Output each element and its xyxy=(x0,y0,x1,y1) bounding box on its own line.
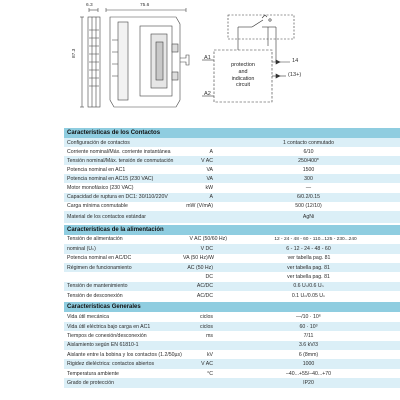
spec-label: Aislamiento según EN 61810-1 xyxy=(67,342,139,349)
spec-value: 1500 xyxy=(302,166,315,173)
spec-label: Motor monofásico (230 VAC) xyxy=(67,185,134,192)
spec-label: Grado de protección xyxy=(67,379,115,386)
spec-value: — xyxy=(305,185,312,192)
spec-value: 0.6 Uₙ/0.6 Uₙ xyxy=(293,283,324,290)
spec-unit: VA xyxy=(206,175,213,182)
spec-value: 7/11 xyxy=(303,332,314,339)
spec-value: 6 - 12 - 24 - 48 - 60 xyxy=(286,245,331,252)
spec-row xyxy=(64,331,400,340)
spec-row xyxy=(64,359,400,368)
spec-row xyxy=(64,156,400,165)
terminal-14: 14 xyxy=(292,58,299,64)
spec-unit: VA (50 Hz)/W xyxy=(183,255,215,262)
spec-label: Vida útil mecánica xyxy=(67,314,110,321)
spec-unit: kW xyxy=(205,185,213,192)
spec-unit: AC (50 Hz) xyxy=(187,264,213,271)
spec-label: Rigidez dieléctrica: contactos abiertos xyxy=(67,361,155,368)
terminal-13: (13+) xyxy=(288,72,302,78)
spec-label: Vida útil eléctrica bajo carga en AC1 xyxy=(67,323,151,330)
spec-label: Configuración de contactos xyxy=(67,139,130,146)
spec-row xyxy=(64,291,400,300)
spec-label: Potencia nominal en AC1 xyxy=(67,166,126,173)
spec-unit: V AC xyxy=(201,157,213,164)
spec-value: –40...+55/–40...+70 xyxy=(286,370,331,377)
spec-unit: mW (V/mA) xyxy=(186,203,213,210)
spec-unit: ms xyxy=(206,332,213,339)
spec-unit: V DC xyxy=(200,245,213,252)
spec-unit: VA xyxy=(206,166,213,173)
spec-unit: ciclos xyxy=(200,323,213,330)
spec-value: 6/0.2/0.15 xyxy=(296,194,321,201)
spec-value: 300 xyxy=(304,175,313,182)
spec-unit: DC xyxy=(205,274,213,280)
spec-row xyxy=(64,378,400,387)
dim-length-label: 75.6 xyxy=(140,3,150,8)
drawings-area xyxy=(0,0,400,126)
spec-unit: V AC xyxy=(201,361,213,368)
spec-row xyxy=(64,312,400,321)
spec-label: Material de los contactos estándar xyxy=(67,213,147,220)
spec-label: Carga mínima conmutable xyxy=(67,203,128,210)
relay-drawings xyxy=(0,0,400,126)
spec-unit: A xyxy=(209,194,213,201)
spec-row xyxy=(64,235,400,244)
spec-value: 1000 xyxy=(302,361,315,368)
spec-value: —/10 · 10⁶ xyxy=(296,314,321,321)
spec-label: Potencia nominal en AC15 (230 VAC) xyxy=(67,175,154,182)
spec-label: Corriente nominal/Máx. corriente instantánea xyxy=(67,148,171,155)
spec-row xyxy=(64,147,400,156)
spec-label: Capacidad de ruptura en DC1: 30/110/220V xyxy=(67,194,168,201)
spec-value: 1 contacto conmutado xyxy=(282,139,335,146)
spec-row xyxy=(64,138,400,147)
spec-row xyxy=(64,202,400,211)
spec-unit: A xyxy=(209,148,213,155)
spec-value: 6/10 xyxy=(303,148,314,155)
spec-value: 250/400* xyxy=(298,157,319,164)
spec-unit: ciclos xyxy=(200,314,213,321)
spec-row xyxy=(64,263,400,272)
front-view-drawing xyxy=(106,8,189,107)
spec-row xyxy=(64,254,400,263)
spec-value: 0.1 Uₙ/0.05 Uₙ xyxy=(291,292,326,299)
terminal-a2: A2 xyxy=(204,91,211,97)
spec-row xyxy=(64,183,400,192)
spec-value: ver tabella pag. 81 xyxy=(287,274,330,280)
spec-label: Tensión de alimentación xyxy=(67,236,123,243)
spec-row xyxy=(64,282,400,291)
spec-row xyxy=(64,350,400,359)
spec-row xyxy=(64,193,400,202)
spec-row xyxy=(64,341,400,350)
spec-value: 12 - 24 - 48 - 60 - 110...125 - 230...240 xyxy=(274,236,357,242)
dim-width-label: 6.3 xyxy=(86,3,93,8)
dim-height-label: 87.3 xyxy=(72,48,77,58)
spec-row xyxy=(64,369,400,378)
spec-value: ver tabella pag. 81 xyxy=(287,255,331,262)
spec-label: nominal (Uₙ) xyxy=(67,245,96,252)
spec-label: Potencia nominal en AC/DC xyxy=(67,255,132,262)
section-heading: Características de los Contactos xyxy=(64,128,400,138)
section-heading: Características Generales xyxy=(64,302,400,312)
spec-row xyxy=(64,165,400,174)
spec-unit: °C xyxy=(207,370,213,377)
spec-label: Tensión de mantenimiento xyxy=(67,283,128,290)
spec-value: 3.6 kV/3 xyxy=(298,342,319,349)
spec-value: 500 (12/10) xyxy=(295,203,322,210)
spec-row xyxy=(64,322,400,331)
spec-row xyxy=(64,174,400,183)
spec-value: 60 · 10³ xyxy=(299,323,318,330)
side-view-drawing xyxy=(80,8,100,107)
spec-unit: V AC (50/60 Hz) xyxy=(189,236,227,243)
spec-unit: AC/DC xyxy=(196,283,213,290)
section-heading: Características de la alimentación xyxy=(64,225,400,235)
spec-value: IP20 xyxy=(303,379,314,386)
spec-row xyxy=(64,272,400,281)
spec-value: ver tabella pag. 81 xyxy=(287,264,330,271)
spec-label: Tiempos de conexión/desconexión xyxy=(67,332,147,339)
spec-label: Régimen de funcionamiento xyxy=(67,264,132,271)
spec-value: 6 (8mm) xyxy=(298,351,319,358)
spec-tables xyxy=(64,128,400,388)
spec-value: AgNi xyxy=(302,213,315,220)
spec-label: Tensión nominal/Máx. tensión de conmutación xyxy=(67,157,174,164)
spec-label: Tensión de desconexión xyxy=(67,292,123,299)
spec-row xyxy=(64,211,400,223)
terminal-a1: A1 xyxy=(204,55,211,61)
protection-circuit-label: protection and indication circuit xyxy=(231,62,255,89)
spec-label: Temperatura ambiente xyxy=(67,370,119,377)
spec-unit: kV xyxy=(206,351,213,358)
spec-label: Aislante entre la bobina y los contactos (1.2/50µs) xyxy=(67,351,182,358)
spec-row xyxy=(64,244,400,253)
spec-unit: AC/DC xyxy=(196,292,213,299)
